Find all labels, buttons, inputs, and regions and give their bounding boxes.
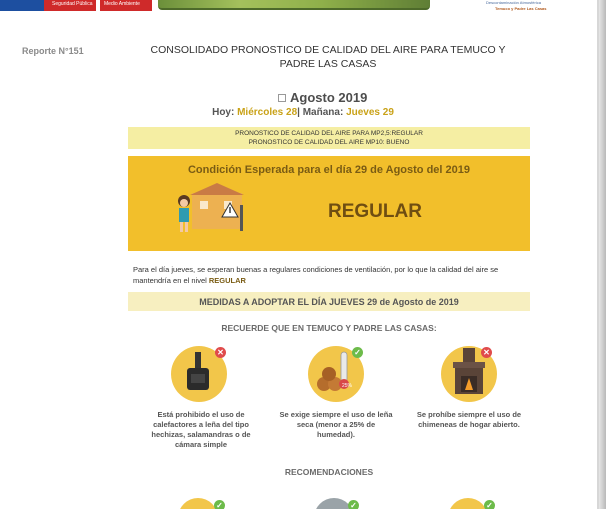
condition-level: REGULAR (328, 201, 422, 222)
today-label: Hoy: (212, 107, 238, 118)
recommendation-icon (178, 498, 218, 509)
recommendations-heading: RECOMENDACIONES (284, 467, 374, 477)
description-level: REGULAR (208, 276, 246, 285)
measure-caption-2: Se exige siempre el uso de leña seca (menor a 25% de humedad). (279, 410, 393, 439)
forecast-mp10: PRONOSTICO DE CALIDAD DEL AIRE MP10: BUENO (248, 139, 410, 146)
page-title: CONSOLIDADO PRONOSTICO DE CALIDAD DEL AIRE PARA TEMUCO Y PADRE LAS CASAS (150, 44, 506, 70)
recommendation-icon (448, 498, 488, 509)
header-banner-image (158, 0, 430, 10)
program-label: Descontaminación Atmosférica (486, 0, 541, 5)
measure-caption-3: Se prohíbe siempre el uso de chimeneas de hogar abierto. (416, 410, 522, 429)
condition-title: Condición Esperada para el día 29 de Agosto del 2019 (187, 164, 470, 176)
month-heading: Agosto 2019 (290, 90, 368, 105)
thermometer-shape (240, 205, 243, 231)
allowed-badge-icon: ✓ (484, 500, 495, 509)
prohibited-badge-icon: ✕ (481, 347, 492, 358)
forecast-description: Para el día jueves, se esperan buenas a regulares condiciones de ventilación, por lo que la calidad del aire se mantendría en el nivel REGULAR (133, 265, 499, 285)
gov-logo-block (0, 0, 44, 11)
gov-label: Seguridad Pública (52, 1, 93, 7)
ministry-label: Medio Ambiente (104, 1, 140, 7)
window-frame (599, 0, 606, 509)
reminder-heading: RECUERDE QUE EN TEMUCO Y PADRE LAS CASAS: (221, 323, 437, 333)
roof-shape (190, 183, 244, 195)
report-number: Reporte N°151 (22, 46, 84, 56)
allowed-badge-icon: ✓ (348, 500, 359, 509)
date-line (0, 107, 606, 118)
measure-caption-1: Está prohibido el uso de calefactores a leña del tipo hechizas, salamandras o de cámara simple (151, 410, 251, 449)
program-sublabel: Temuco y Padre Las Casas (495, 6, 547, 11)
tomorrow-label: | Mañana: (297, 107, 347, 118)
today-value: Miércoles 28 (237, 107, 298, 118)
forecast-mp25: PRONOSTICO DE CALIDAD DEL AIRE PARA MP2,5:REGULAR (235, 130, 423, 137)
prohibited-badge-icon: ✕ (215, 347, 226, 358)
girl-dress (179, 208, 189, 222)
allowed-badge-icon: ✓ (214, 500, 225, 509)
moisture-label: 25% (342, 383, 353, 389)
calendar-icon (278, 94, 286, 102)
girl-with-warning-illustration (170, 183, 250, 239)
tomorrow-value: Jueves 29 (346, 107, 394, 118)
measures-title: MEDIDAS A ADOPTAR EL DÍA JUEVES 29 de Agosto de 2019 (199, 297, 459, 307)
allowed-badge-icon: ✓ (352, 347, 363, 358)
